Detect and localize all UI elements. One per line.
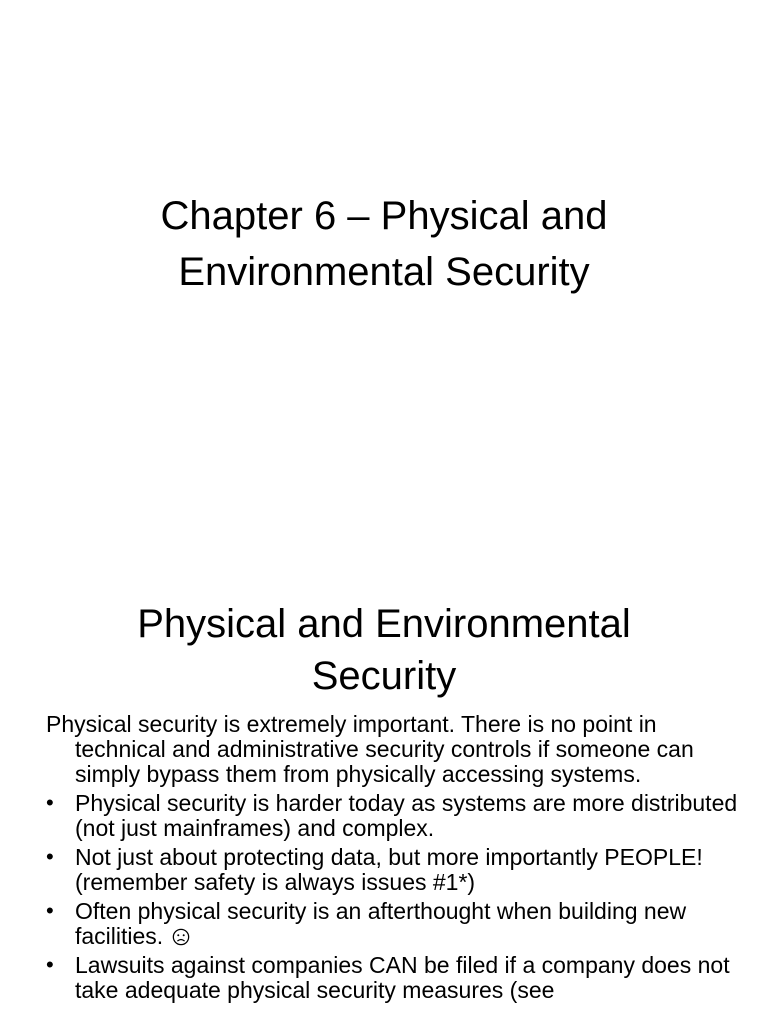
bullet-text: Often physical security is an afterthought when building new facilities. bbox=[75, 898, 687, 949]
bullet-item bbox=[46, 953, 746, 1003]
bullet-item bbox=[46, 899, 746, 949]
intro-paragraph: Physical security is extremely important. There is no point in technical and administrative security controls if someone can simply bypass them from physically accessing systems. bbox=[46, 711, 694, 787]
bullet-icon: • bbox=[46, 844, 54, 869]
bullet-item bbox=[46, 845, 746, 895]
slide-1-title bbox=[0, 188, 768, 300]
slide-2-title-line-1: Physical and Environmental bbox=[137, 602, 631, 646]
slide-2 bbox=[0, 576, 768, 1024]
bullet-text: Not just about protecting data, but more importantly PEOPLE! (remember safety is always issues #1*) bbox=[75, 844, 703, 895]
frown-face-icon bbox=[172, 928, 190, 946]
bullet-icon: • bbox=[46, 790, 54, 815]
slide-2-body bbox=[46, 712, 746, 1007]
slide-2-title-line-2: Security bbox=[311, 654, 457, 698]
bullet-item bbox=[46, 791, 746, 841]
slide-2-title bbox=[0, 598, 768, 702]
bullet-list bbox=[46, 791, 746, 1003]
slide-1-title-line-1: Chapter 6 – Physical and bbox=[160, 194, 608, 238]
bullet-icon: • bbox=[46, 898, 54, 923]
bullet-text: Physical security is harder today as systems are more distributed (not just mainframes) and complex. bbox=[75, 790, 738, 841]
bullet-icon: • bbox=[46, 952, 54, 977]
slide-1-title-line-2: Environmental Security bbox=[178, 250, 590, 294]
bullet-text: Lawsuits against companies CAN be filed if a company does not take adequate physical security measures (see bbox=[75, 952, 730, 1003]
